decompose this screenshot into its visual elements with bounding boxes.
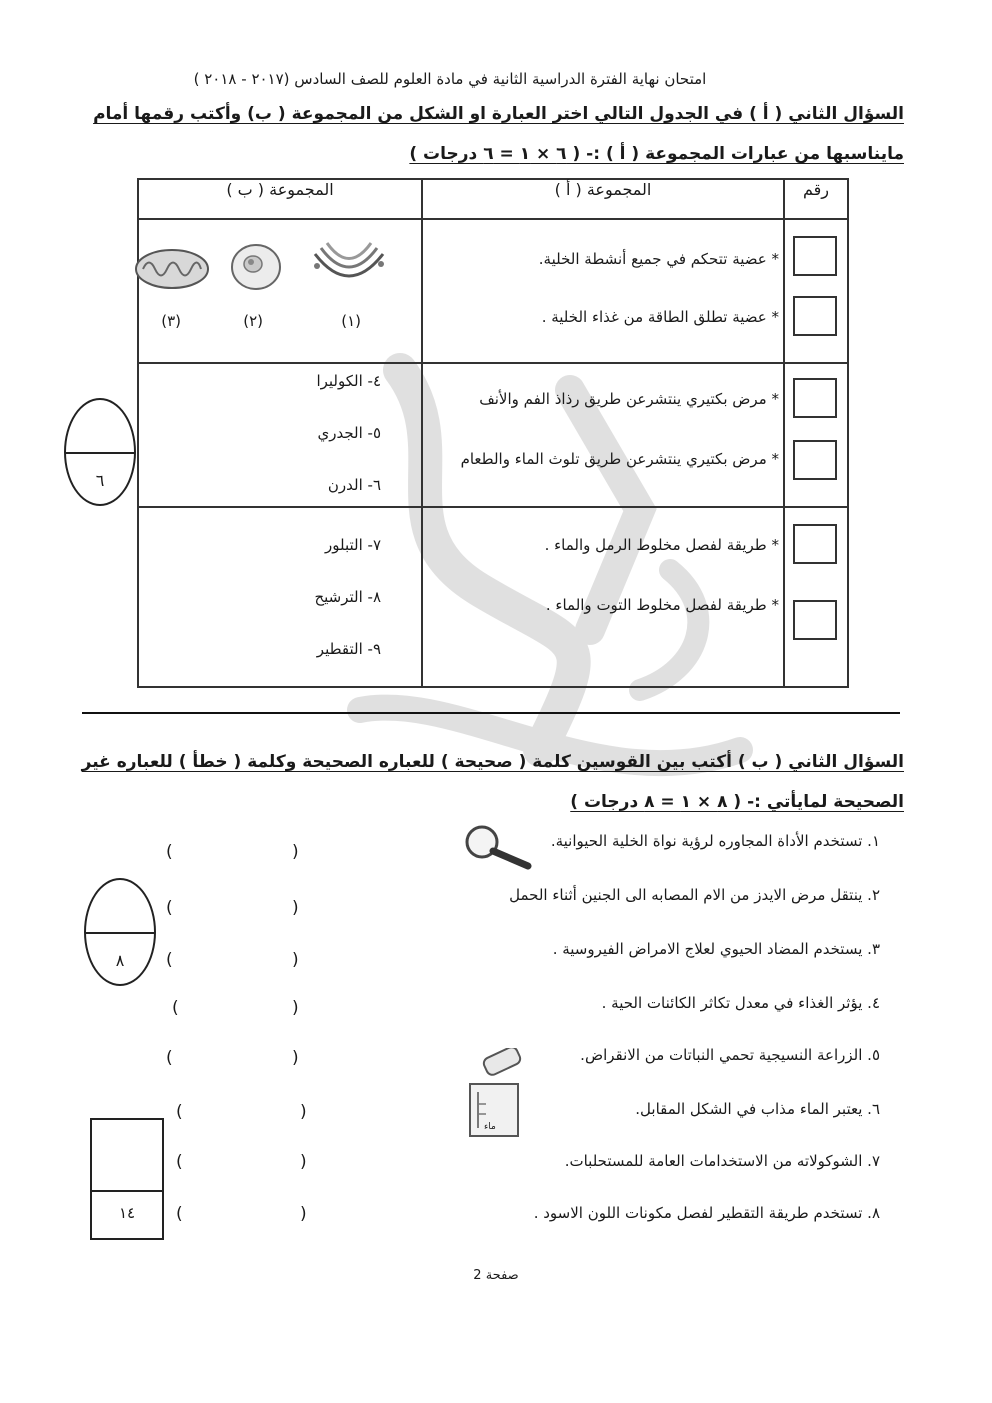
group-a-item-3: * مرض بكتيري ينتشرعن طريق رذاذ الفم والأنف [479,390,779,408]
statement-3: ٣. يستخدم المضاد الحيوي لعلاج الامراض الفيروسية . [552,940,880,958]
answer-paren-7-open: ( [176,1152,183,1172]
answer-paren-6-close: ) [300,1102,307,1122]
score-q2b: ٨ [115,951,125,970]
table-row [138,363,848,507]
score-q2a: ٦ [95,471,105,490]
statement-1: ١. تستخدم الأداة المجاوره لرؤية نواة الخلية الحيوانية. [550,832,880,850]
col-num-header: رقم [784,179,848,219]
answer-paren-7-close: ) [300,1152,307,1172]
col-b-header: المجموعة ( ب ) [138,179,422,219]
page-footer: صفحة 2 [473,1268,519,1283]
group-b-label-1: (١) [341,312,361,330]
answer-paren-8-open: ( [176,1204,183,1224]
magnifying-glass-icon [462,822,534,870]
total-score-box [90,1118,164,1240]
beaker-label: ماء [484,1122,496,1132]
statement-7: ٧. الشوكولاته من الاستخدامات العامة للمستحلبات. [564,1152,880,1170]
table-row [138,507,848,687]
answer-box-3[interactable] [793,378,837,418]
q2a-title-line1: السؤال الثاني ( أ ) في الجدول التالي اختر العبارة او الشكل من المجموعة ( ب) وأكتب رقمها أمام [93,104,904,124]
answer-box-6[interactable] [793,600,837,640]
group-a-item-6: * طريقة لفصل مخلوط التوت والماء . [545,596,779,614]
statement-2: ٢. ينتقل مرض الايدز من الام المصابه الى الجنين أثناء الحمل [509,886,880,904]
group-b-item-9: ٩- التقطير [316,640,381,658]
answer-paren-2-close: ) [292,898,299,918]
group-a-item-2: * عضية تطلق الطاقة من غذاء الخلية . [541,308,779,326]
statement-8: ٨. تستخدم طريقة التقطير لفصل مكونات اللون الاسود . [533,1204,880,1222]
answer-paren-1-close: ) [292,842,299,862]
answer-paren-5-open: ( [166,1048,173,1068]
answer-paren-2-open: ( [166,898,173,918]
table-row [138,219,848,363]
answer-paren-1-open: ( [166,842,173,862]
answer-paren-5-close: ) [292,1048,299,1068]
q2b-title-line1: السؤال الثاني ( ب ) أكتب بين القوسين كلمة ( صحيحة ) للعباره الصحيحة وكلمة ( خطأ ) للعباره غير [81,752,904,772]
statement-4: ٤. يؤثر الغذاء في معدل تكاثر الكائنات الحية . [601,994,880,1012]
group-b-item-7: ٧- التبلور [325,536,381,554]
group-b-item-4: ٤- الكوليرا [316,372,381,390]
answer-box-4[interactable] [793,440,837,480]
group-b-label-2: (٢) [243,312,263,330]
answer-box-1[interactable] [793,236,837,276]
answer-box-5[interactable] [793,524,837,564]
group-a-item-1: * عضية تتحكم في جميع أنشطة الخلية. [538,250,779,268]
col-a-header: المجموعة ( أ ) [422,179,784,219]
golgi-icon [311,238,387,294]
answer-paren-3-open: ( [166,950,173,970]
statement-5: ٥. الزراعة النسيجية تحمي النباتات من الانقراض. [580,1046,880,1064]
score-circle-q2b [84,878,156,986]
score-circle-q2a [64,398,136,506]
exam-header: امتحان نهاية الفترة الدراسية الثانية في مادة العلوم للصف السادس (٢٠١٧ - ٢٠١٨ ) [193,70,707,88]
q2a-title-line2: مايناسبها من عبارات المجموعة ( أ ) :- ( ٦ × ١ = ٦ درجات ) [409,144,904,164]
matching-table [137,178,849,688]
statement-6: ٦. يعتبر الماء مذاب في الشكل المقابل. [635,1100,880,1118]
mitochondrion-icon [133,246,211,292]
section-divider [82,712,900,714]
answer-paren-4-open: ( [172,998,179,1018]
group-b-label-3: (٣) [161,312,181,330]
answer-paren-3-close: ) [292,950,299,970]
group-a-item-5: * طريقة لفصل مخلوط الرمل والماء . [544,536,779,554]
answer-box-2[interactable] [793,296,837,336]
group-a-item-4: * مرض بكتيري ينتشرعن طريق تلوث الماء والطعام [460,450,779,468]
total-score: ١٤ [118,1204,136,1222]
group-b-item-8: ٨- الترشيح [314,588,381,606]
answer-paren-4-close: ) [292,998,299,1018]
group-b-item-6: ٦- الدرن [327,476,381,494]
answer-paren-6-open: ( [176,1102,183,1122]
answer-paren-8-close: ) [300,1204,307,1224]
group-b-item-5: ٥- الجدري [317,424,381,442]
q2b-title-line2: الصحيحة لمايأتي :- ( ٨ × ١ = ٨ درجات ) [570,792,904,812]
nucleus-icon [229,242,283,292]
